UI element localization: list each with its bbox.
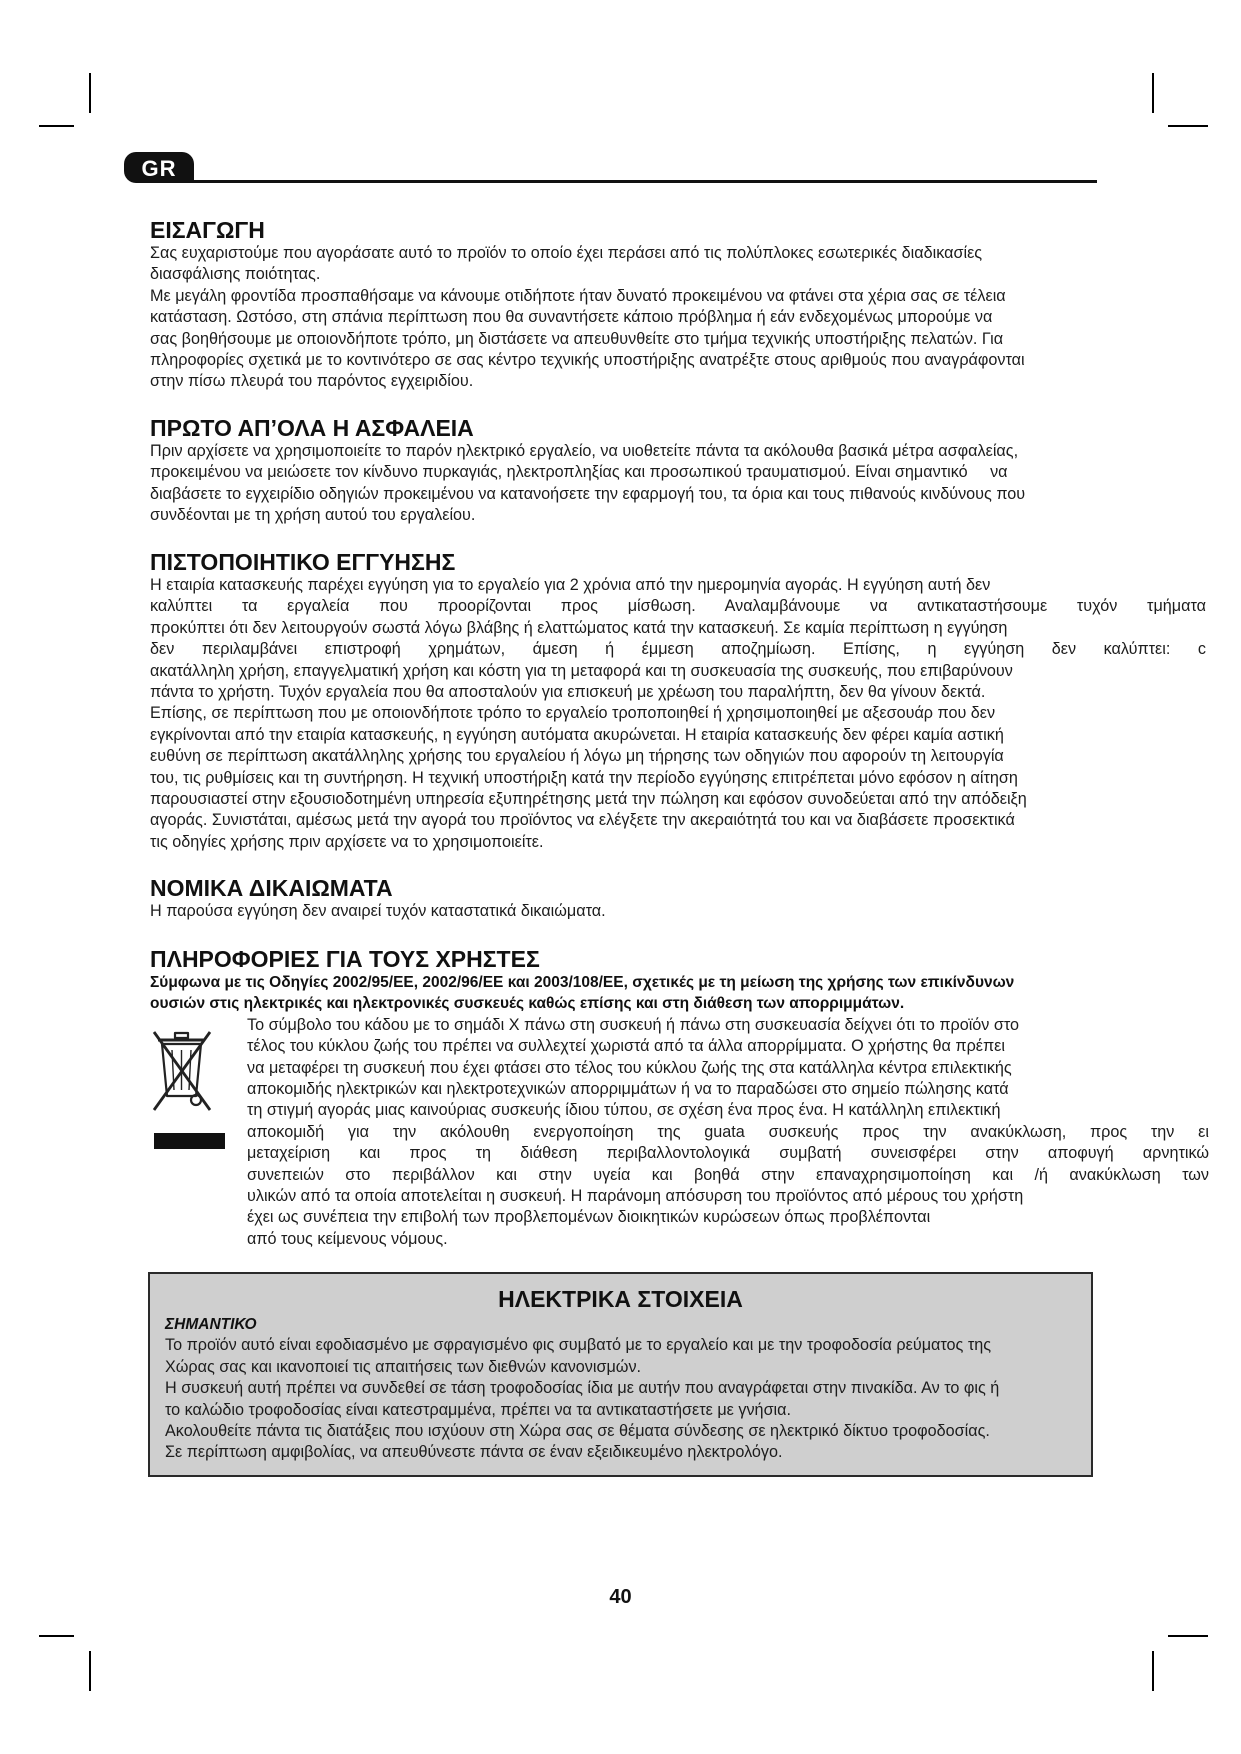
section-title: ΠΡΩΤΟ ΑΠ’ΟΛΑ Η ΑΣΦΑΛΕΙΑ [150,415,474,441]
users-line: συνεπειών στο περιβάλλον και στην υγεία και βοηθά στην επαναχρησιμοποίηση και /ή ανακύκλωση των [247,1165,1209,1184]
crop-mark-top-right-horizontal [1168,125,1208,127]
crop-mark-bottom-right-horizontal [1168,1635,1208,1637]
section-safety [150,416,1025,527]
crop-mark-top-left-horizontal [39,125,74,127]
intro-line: διασφάλισης ποιότητας. [150,265,321,284]
electrical-line: Ακολουθείτε πάντα τις διατάξεις που ισχύουν στη Χώρα σας σε θέματα σύνδεσης σε ηλεκτρικό δίκτυο τροφοδοσίας. [165,1421,990,1440]
section-title: ΝΟΜΙΚΑ ΔΙΚΑΙΩΜΑΤΑ [150,875,393,901]
box-title: ΗΛΕΚΤΡΙΚΑ ΣΤΟΙΧΕΙΑ [498,1286,743,1312]
intro-line: πληροφορίες σχετικά με το κοντινότερο σε σας κέντρο τεχνικής υποστήριξης ανατρέξτε στους αριθμούς που αναγράφονται [150,350,1025,369]
crop-mark-bottom-right-vertical [1152,1651,1154,1691]
section-title: ΠΛΗΡΟΦΟΡΙΕΣ ΓΙΑ ΤΟΥΣ ΧΡΗΣΤΕΣ [150,946,540,972]
users-line: από τους κείμενους νόμους. [247,1229,448,1248]
electrical-line: Η συσκευή αυτή πρέπει να συνδεθεί σε τάση τροφοδοσίας ίδια με αυτήν που αναγράφεται στην πινακίδα. Αν το φις ή [165,1379,1000,1398]
intro-line: Με μεγάλη φροντίδα προσπαθήσαμε να κάνουμε οτιδήποτε ήταν δυνατό προκειμένου να φτάνει στα χέρια σας σε τέλεια [150,286,1006,305]
section-legal [150,876,606,922]
electrical-line: Το προϊόν αυτό είναι εφοδιασμένο με σφραγισμένο φις συμβατό με το εργαλείο και με την τροφοδοσία ρεύματος της [165,1336,992,1355]
warranty-line: πάντα το χρήστη. Τυχόν εργαλεία που θα αποσταλούν για επισκευή με χρέωση του παραλήπτη, δεν θα γίνουν δεκτά. [150,682,986,701]
weee-bar-icon [154,1133,225,1149]
intro-line: Σας ευχαριστούμε που αγοράσατε αυτό το προϊόν το οποίο έχει περάσει από τις πολύπλοκες εσωτερικές διαδικασίες [150,244,983,262]
electrical-line: Χώρας σας και ικανοποιεί τις απαιτήσεις των διεθνών κανονισμών. [165,1357,642,1376]
crossed-out-wheelie-bin-icon [150,1026,214,1114]
users-line: μεταχείριση και προς τη διάθεση περιβαλλοντολογικά συμβατή συνεισφέρει στην αποφυγή αρνητικώ [247,1144,1209,1163]
intro-line: κατάσταση. Ωστόσο, στη σπάνια περίπτωση που θα συναντήσετε κάποιο πρόβλημα ή εάν ενδεχομένως μπορούμε να [150,308,993,327]
box-body [165,1314,999,1464]
section-intro [150,218,1025,393]
crop-mark-bottom-left-horizontal [39,1635,74,1637]
important-label: ΣΗΜΑΝΤΙΚΟ [165,1316,257,1333]
warranty-line: ακατάλληλη χρήση, επαγγελματική χρήση και κόστη για τη μεταφορά και τη συσκευασία της συσκευής, που επιβαρύνουν [150,661,1013,680]
section-title: ΕΙΣΑΓΩΓΗ [150,217,265,243]
warranty-line: αγοράς. Συνιστάται, αμέσως μετά την αγορά του προϊόντος να ελέγξετε την ακεραιότητά του και να διαβάσετε προσεκτικά [150,811,1015,830]
warranty-line: τις οδηγίες χρήσης πριν αρχίσετε να το χρησιμοποιείτε. [150,832,544,851]
crop-mark-bottom-left-vertical [89,1651,91,1691]
directive-line: ουσιών στις ηλεκτρικές και ηλεκτρονικές συσκευές καθώς επίσης και στη διάθεση των απορριμμάτων. [150,995,905,1013]
warranty-line: παρουσιαστεί στην εξουσιοδοτημένη υπηρεσία εξυπηρέτησης μετά την πώληση και εφόσον συνοδεύεται από την απόδειξη [150,789,1027,808]
warranty-line: του, τις ρυθμίσεις και τη συντήρηση. Η τεχνική υποστήριξη κατά την περίοδο εγγύησης επιτρέπεται μόνο εφόσον η αίτηση [150,768,1018,787]
warranty-line: καλύπτει τα εργαλεία που προορίζονται προς μίσθωση. Αναλαμβάνουμε να αντικαταστήσουμε τυχόν τμήματα [150,597,1206,616]
warranty-line: Η εταιρία κατασκευής παρέχει εγγύηση για το εργαλείο για 2 χρόνια από την ημερομηνία αγοράς. Η εγγύηση αυτή δεν [150,576,991,594]
directive-line: Σύμφωνα με τις Οδηγίες 2002/95/ΕΕ, 2002/96/ΕΕ και 2003/108/ΕΕ, σχετικές με τη μείωση της χρήσης των επικίνδυνων [150,974,1015,991]
users-line: τη στιγμή αγοράς μιας καινούριας συσκευής ίδιου τύπου, σε σχέση ένα προς ένα. Η κατάλληλη επιλεκτική [247,1101,1001,1120]
users-line: αποκομιδής ηλεκτρικών και ηλεκτροτεχνικών απορριμμάτων ή να το παραδώσει στο σημείο πώλησης κατά [247,1079,1009,1098]
users-line: αποκομιδή για την ακόλουθη ενεργοποίηση της guata συσκευής προς την ανακύκλωση, προς την ει [247,1122,1209,1141]
warranty-line: προκύπτει ότι δεν λειτουργούν σωστά λόγω βλάβης ή ελαττώματος κατά την κατασκευή. Σε καμία περίπτωση η εγγύηση [150,618,1008,637]
crop-mark-top-left-vertical [89,73,91,113]
intro-line: στην πίσω πλευρά του παρόντος εγχειριδίου. [150,372,474,391]
warranty-line: Επίσης, σε περίπτωση που με οποιονδήποτε τρόπο το εργαλείο τροποποιηθεί ή χρησιμοποιηθεί με αξεσουάρ που δεν [150,704,996,723]
users-line: τέλος του κύκλου ζωής του πρέπει να συλλεχτεί χωριστά από τα άλλα απορρίμματα. Ο χρήστης θα πρέπει [247,1037,1005,1056]
header-rule [194,180,1097,183]
electrical-line: Σε περίπτωση αμφιβολίας, να απευθύνεστε πάντα σε έναν εξειδικευμένο ηλεκτρολόγο. [165,1443,783,1462]
safety-line: Πριν αρχίσετε να χρησιμοποιείτε το παρόν ηλεκτρικό εργαλείο, να υιοθετείτε πάντα τα ακόλουθα βασικά μέτρα ασφαλείας, [150,442,1019,460]
legal-line: Η παρούσα εγγύηση δεν αναιρεί τυχόν καταστατικά δικαιώματα. [150,902,606,920]
language-badge: GR [124,152,194,183]
users-line: να μεταφέρει τη συσκευή που έχει φτάσει στο τέλος του κύκλου ζωής της στα κατάλληλα κέντρα επιλεκτικής [247,1058,1012,1077]
intro-line: σας βοηθήσουμε με οποιονδήποτε τρόπο, μη διστάσετε να απευθυνθείτε στο τμήμα τεχνικής υποστήριξης πελατών. Για [150,329,1004,348]
users-line: έχει ως συνέπεια την επιβολή των προβλεπομένων διοικητικών κυρώσεων όπως προβλέπονται [247,1208,931,1227]
section-warranty [150,550,1206,853]
page-number: 40 [609,1586,632,1608]
users-text-block [150,1015,1209,1250]
electrical-line: το καλώδιο τροφοδοσίας είναι κατεστραμμένα, πρέπει να τα αντικαταστήσετε με γνήσια. [165,1400,792,1419]
electrical-info-box [148,1272,1093,1477]
warranty-line: εγκρίνονται από την εταιρία κατασκευής, η εγγύηση αυτόματα ακυρώνεται. Η εταιρία κατασκευής δεν φέρει καμία αστική [150,725,1004,744]
safety-line: διαβάσετε το εγχειρίδιο οδηγιών προκειμένου να κατανοήσετε την εφαρμογή του, τα όρια και τους πιθανούς κινδύνους που [150,484,1026,503]
safety-line: συνδέονται με τη χρήση αυτού του εργαλείου. [150,506,476,525]
warranty-line: δεν περιλαμβάνει επιστροφή χρημάτων, άμεση ή έμμεση αποζημίωση. Επίσης, η εγγύηση δεν καλύπτει: c [150,640,1206,659]
safety-line: προκειμένου να μειώσετε τον κίνδυνο πυρκαγιάς, ηλεκτροπληξίας και προσωπικού τραυματισμού. Είναι σημαντικό να [150,463,1008,482]
users-line: υλικών από τα οποία αποτελείται η συσκευή. Η παράνομη απόσυρση του προϊόντος από μέρους του χρήστη [247,1186,1024,1205]
crop-mark-top-right-vertical [1152,73,1154,113]
section-users [150,947,1209,1250]
users-line: Το σύμβολο του κάδου με το σημάδι Χ πάνω στη συσκευή ή πάνω στη συσκευασία δείχνει ότι το προϊόν στο [247,1015,1020,1034]
section-title: ΠΙΣΤΟΠΟΙΗΤΙΚΟ ΕΓΓΥΗΣΗΣ [150,549,456,575]
warranty-line: ευθύνη σε περίπτωση ακατάλληλης χρήσης του εργαλείου ή λόγω μη τήρησης των οδηγιών που αφορούν τη λειτουργία [150,747,1004,766]
